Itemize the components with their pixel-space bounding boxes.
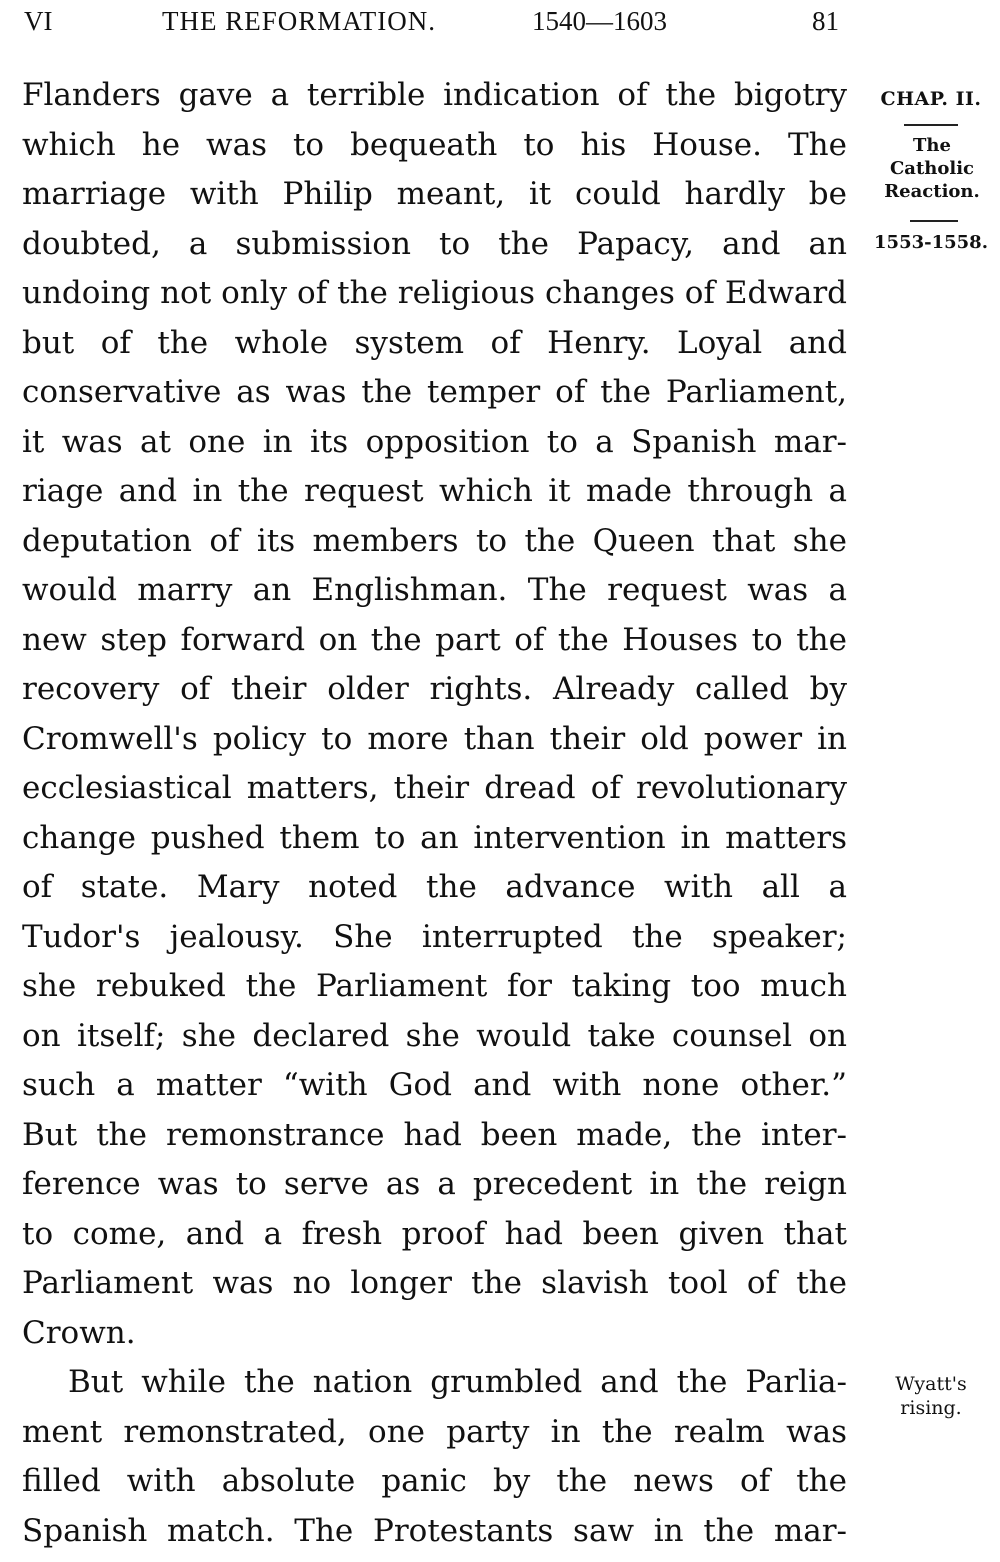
- margin-divider: [910, 220, 958, 222]
- margin-divider: [904, 124, 958, 126]
- running-dates: 1540—1603: [532, 6, 667, 36]
- main-text: [22, 71, 847, 1556]
- margin-chapter-label: CHAP. II.: [880, 88, 982, 110]
- text-line: to come, and a fresh proof had been given that: [22, 1215, 847, 1252]
- text-line: Flanders gave a terrible indication of the bigotry: [22, 77, 847, 113]
- text-line: recovery of their older rights. Already called by: [22, 671, 847, 707]
- text-line: Spanish match. The Protestants saw in the mar-: [22, 1512, 847, 1549]
- text-line: but of the whole system of Henry. Loyal and: [22, 324, 847, 361]
- margin-note-line: rising.: [900, 1397, 962, 1419]
- text-line: new step forward on the part of the Houses to the: [22, 621, 847, 658]
- text-line: which he was to bequeath to his House. The: [22, 126, 847, 163]
- text-line: ference was to serve as a precedent in the reign: [22, 1166, 847, 1202]
- text-line: Cromwell's policy to more than their old power in: [22, 720, 847, 757]
- text-line: change pushed them to an intervention in matters: [22, 819, 847, 856]
- text-line: But while the nation grumbled and the Parlia-: [68, 1364, 847, 1400]
- text-line: ecclesiastical matters, their dread of revolutionary: [22, 770, 847, 806]
- margin-topic-line: Catholic: [889, 158, 975, 179]
- page-number: 81: [812, 6, 839, 36]
- text-line: on itself; she declared she would take counsel on: [22, 1017, 847, 1054]
- margin-topic: [872, 134, 992, 203]
- text-line: Tudor's jealousy. She interrupted the speaker;: [22, 918, 847, 955]
- text-line: Crown.: [22, 1314, 136, 1351]
- text-line: it was at one in its opposition to a Spanish mar-: [22, 423, 847, 460]
- margin-note-line: Wyatt's: [895, 1373, 967, 1395]
- paragraph-1: [22, 71, 847, 1358]
- text-line: riage and in the request which it made through a: [22, 473, 847, 509]
- text-line: But the remonstrance had been made, the inter-: [22, 1116, 847, 1153]
- text-line: Parliament was no longer the slavish tool of the: [22, 1265, 847, 1301]
- paragraph-2: [22, 1358, 847, 1556]
- margin-topic-line: Reaction.: [884, 181, 980, 202]
- text-line: filled with absolute panic by the news of the: [22, 1463, 847, 1499]
- text-line: conservative as was the temper of the Parliament,: [22, 374, 847, 410]
- text-line: marriage with Philip meant, it could hardly be: [22, 176, 847, 212]
- margin-note-wyatt: [872, 1372, 990, 1420]
- text-line: of state. Mary noted the advance with all a: [22, 869, 847, 905]
- section-number: VI: [24, 6, 53, 36]
- running-title: THE REFORMATION.: [162, 6, 437, 36]
- text-line: ment remonstrated, one party in the realm was: [22, 1413, 847, 1450]
- running-header: [0, 4, 1000, 38]
- margin-years: 1553-1558.: [874, 232, 988, 253]
- text-line: deputation of its members to the Queen that she: [22, 522, 847, 559]
- margin-topic-line: The: [913, 135, 951, 156]
- text-line: would marry an Englishman. The request was a: [22, 572, 847, 608]
- text-line: she rebuked the Parliament for taking too much: [22, 968, 847, 1004]
- text-line: undoing not only of the religious changes of Edward: [22, 275, 847, 311]
- text-line: doubted, a submission to the Papacy, and an: [22, 225, 847, 262]
- text-line: such a matter “with God and with none other.”: [22, 1067, 847, 1103]
